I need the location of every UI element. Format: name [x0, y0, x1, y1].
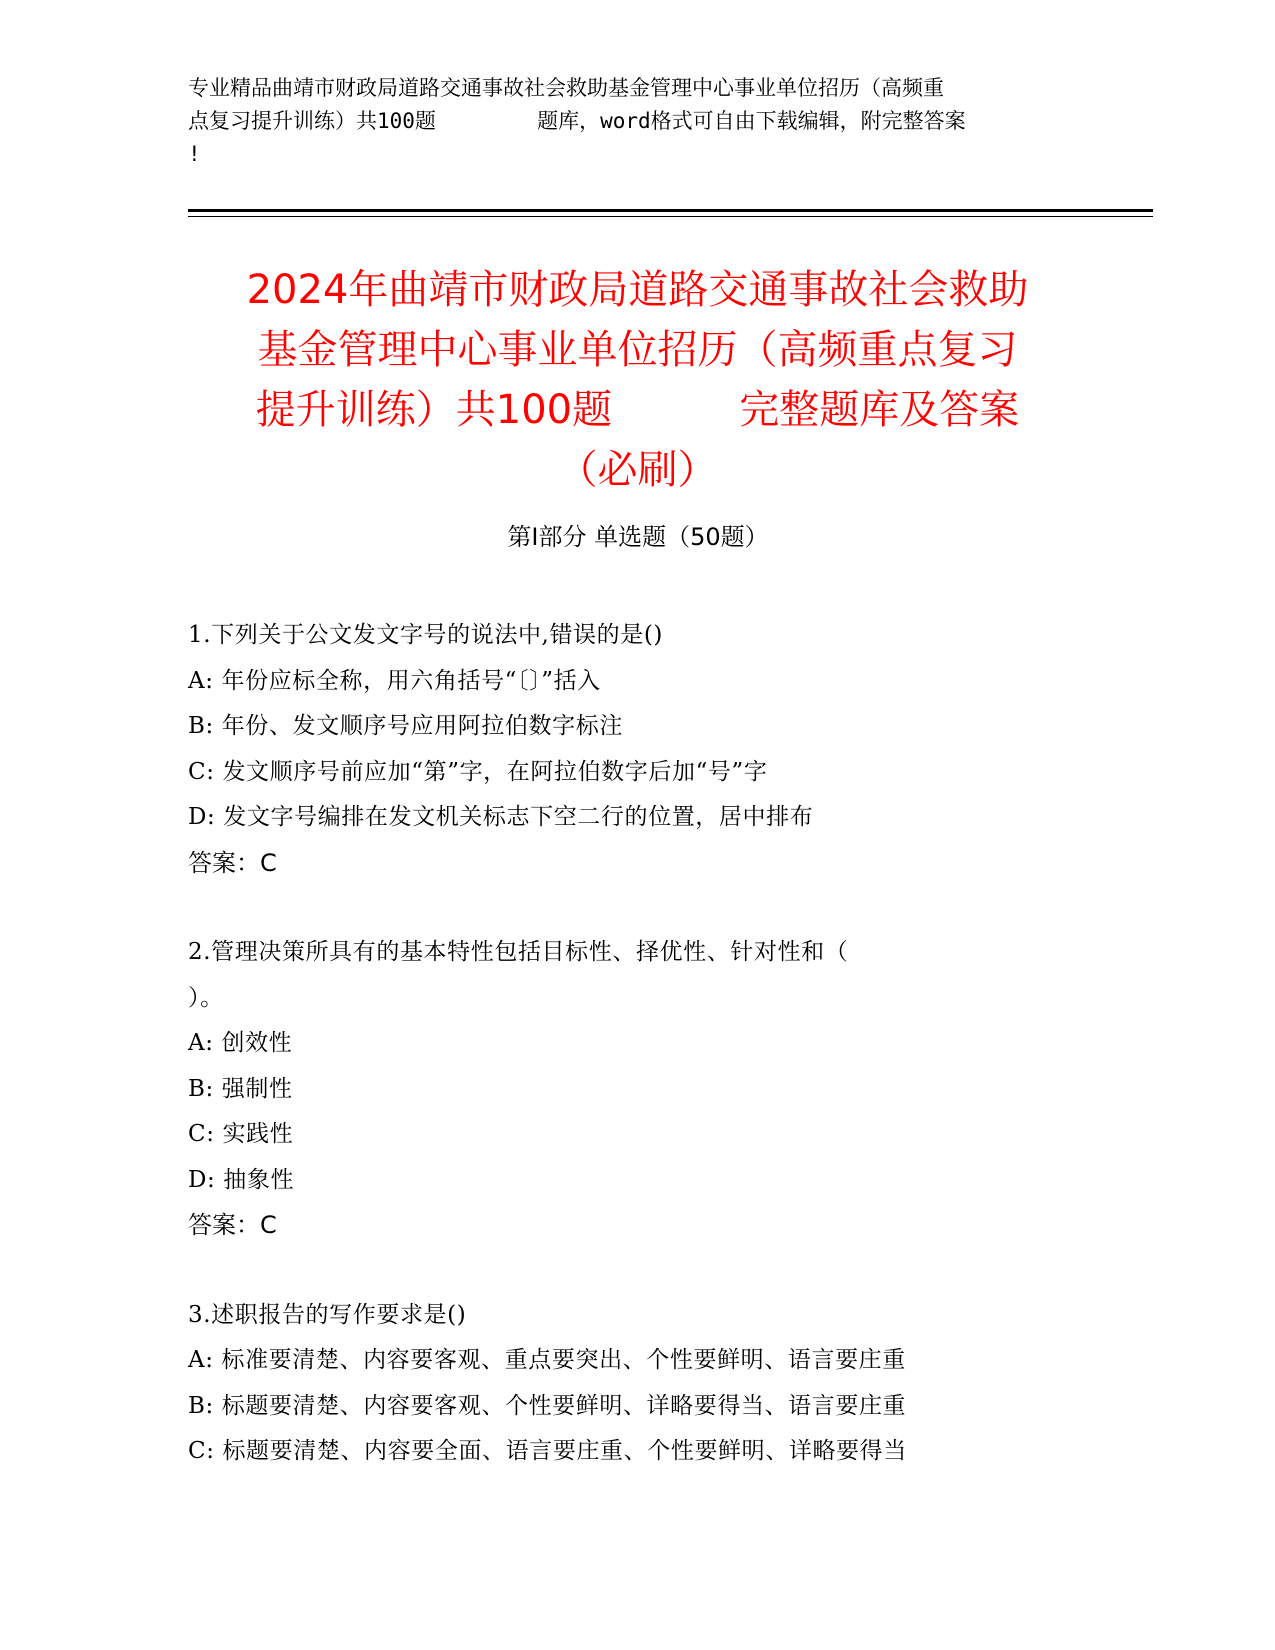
- header-line: !: [188, 142, 201, 166]
- option-b: B: 强制性: [188, 1075, 293, 1102]
- option-c: C: 发文顺序号前应加“第”字，在阿拉伯数字后加“号”字: [188, 758, 768, 785]
- section-heading: 第Ⅰ部分 单选题（50题）: [507, 523, 769, 551]
- document-header-note: [188, 72, 1088, 171]
- title-line: （必刷）: [557, 447, 718, 493]
- question-stem-continuation: ）。: [188, 984, 224, 1011]
- question-item: [188, 930, 1088, 1249]
- title-line: 2024年曲靖市财政局道路交通事故社会救助: [246, 267, 1029, 313]
- option-c: C: 实践性: [188, 1121, 294, 1147]
- option-a: A: 标准要清楚、内容要客观、重点要突出、个性要鲜明、语言要庄重: [188, 1347, 906, 1373]
- title-line: 提升训练）共100题 完整题库及答案: [255, 387, 1020, 433]
- question-list: [188, 613, 1088, 1519]
- option-c: C: 标题要清楚、内容要全面、语言要庄重、个性要鲜明、详略要得当: [188, 1438, 907, 1464]
- header-line: 专业精品曲靖市财政局道路交通事故社会救助基金管理中心事业单位招历（高频重: [188, 76, 944, 100]
- question-stem: 1.下列关于公文发文字号的说法中,错误的是(): [188, 622, 664, 648]
- header-divider-thick: [188, 209, 1153, 212]
- option-a: A: 年份应标全称，用六角括号“〔〕”括入: [188, 667, 601, 694]
- question-stem: 2.管理决策所具有的基本特性包括目标性、择优性、针对性和（: [188, 939, 849, 965]
- document-title: [150, 260, 1125, 500]
- title-line: 基金管理中心事业单位招历（高频重点复习: [257, 327, 1018, 373]
- option-d: D: 抽象性: [188, 1166, 295, 1193]
- question-item: [188, 1293, 1088, 1475]
- question-stem: 3.述职报告的写作要求是(): [188, 1301, 467, 1328]
- question-item: [188, 613, 1088, 886]
- option-a: A: 创效性: [188, 1030, 293, 1056]
- option-d: D: 发文字号编排在发文机关标志下空二行的位置，居中排布: [188, 804, 814, 830]
- answer: 答案：C: [188, 1211, 277, 1239]
- header-divider-thin: [188, 216, 1153, 217]
- option-b: B: 标题要清楚、内容要客观、个性要鲜明、详略要得当、语言要庄重: [188, 1392, 907, 1419]
- option-b: B: 年份、发文顺序号应用阿拉伯数字标注: [188, 713, 623, 739]
- header-line: 点复习提升训练）共100题 题库，word格式可自由下载编辑，附完整答案: [188, 109, 966, 133]
- answer: 答案：C: [188, 848, 277, 877]
